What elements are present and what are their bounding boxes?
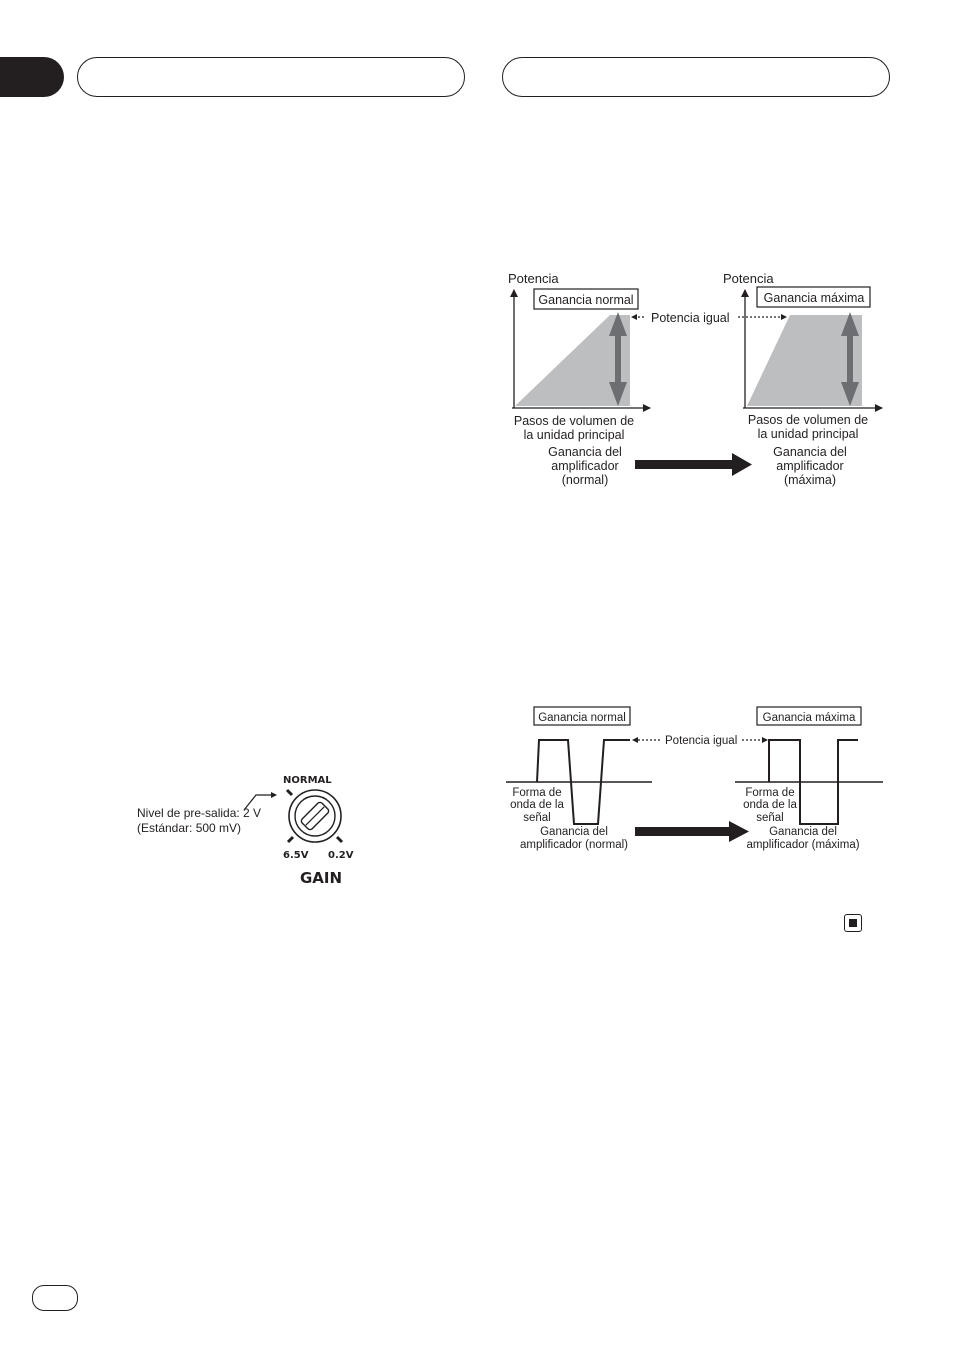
caption-left-3: (normal) — [561, 473, 609, 487]
signal-label-right-3: señal — [756, 812, 784, 824]
waveform-box-label-normal: Ganancia normal — [538, 712, 626, 724]
equal-power-label-bottom: Potencia igual — [665, 735, 738, 747]
gain-knob[interactable] — [287, 790, 342, 842]
page-number-pill — [32, 1285, 78, 1311]
equal-power-indicator-bottom — [633, 735, 767, 747]
signal-label-left-2: onda de la — [510, 799, 564, 811]
transition-arrow-top — [635, 453, 752, 476]
max-label: 0.2V — [328, 850, 354, 861]
x-axis-label-left-1: Pasos de volumen de — [513, 414, 635, 428]
power-diagram — [508, 271, 882, 487]
equal-power-indicator-top — [632, 311, 786, 325]
waveform-box-label-maximum: Ganancia máxima — [762, 712, 856, 724]
waveform-caption-right-2: amplificador (máxima) — [746, 839, 860, 851]
signal-label-right-2: onda de la — [743, 799, 797, 811]
gain-title: GAIN — [300, 869, 343, 887]
min-tick — [288, 837, 293, 842]
max-tick — [337, 837, 342, 842]
power-graph-maximum — [723, 271, 882, 487]
power-graph-normal — [508, 271, 650, 487]
presalida-callout-line1: Nivel de pre-salida: 2 V — [137, 806, 262, 820]
y-axis-label-right: Potencia — [723, 271, 774, 286]
transition-arrow-bottom — [635, 821, 749, 842]
normal-label: NORMAL — [283, 775, 332, 786]
signal-label-left-3: señal — [523, 812, 551, 824]
caption-right-3: (máxima) — [783, 473, 837, 487]
waveform-caption-right-1: Ganancia del — [769, 826, 837, 838]
waveform-caption-left-1: Ganancia del — [540, 826, 608, 838]
min-label: 6.5V — [283, 850, 309, 861]
waveform-maximum — [735, 707, 883, 851]
stop-square-icon — [844, 914, 862, 932]
waveform-normal — [506, 707, 652, 851]
x-axis-label-left-2: la unidad principal — [523, 428, 625, 442]
presalida-callout-line2: (Estándar: 500 mV) — [137, 821, 242, 835]
waveform-diagram — [506, 707, 883, 851]
x-axis-label-right-2: la unidad principal — [757, 427, 859, 441]
box-label-normal: Ganancia normal — [538, 293, 634, 307]
equal-power-label-top: Potencia igual — [651, 311, 730, 325]
caption-left-2: amplificador — [551, 459, 619, 473]
signal-label-right-1: Forma de — [745, 787, 795, 799]
gain-knob-figure — [137, 775, 354, 887]
waveform-caption-left-2: amplificador (normal) — [519, 839, 629, 851]
caption-right-2: amplificador — [776, 459, 844, 473]
signal-label-left-1: Forma de — [512, 787, 562, 799]
normal-tick — [287, 790, 292, 795]
x-axis-label-right-1: Pasos de volumen de — [747, 413, 869, 427]
y-axis-label-left: Potencia — [508, 271, 559, 286]
caption-right-1: Ganancia del — [773, 445, 847, 459]
caption-left-1: Ganancia del — [548, 445, 622, 459]
box-label-maximum: Ganancia máxima — [763, 291, 865, 305]
